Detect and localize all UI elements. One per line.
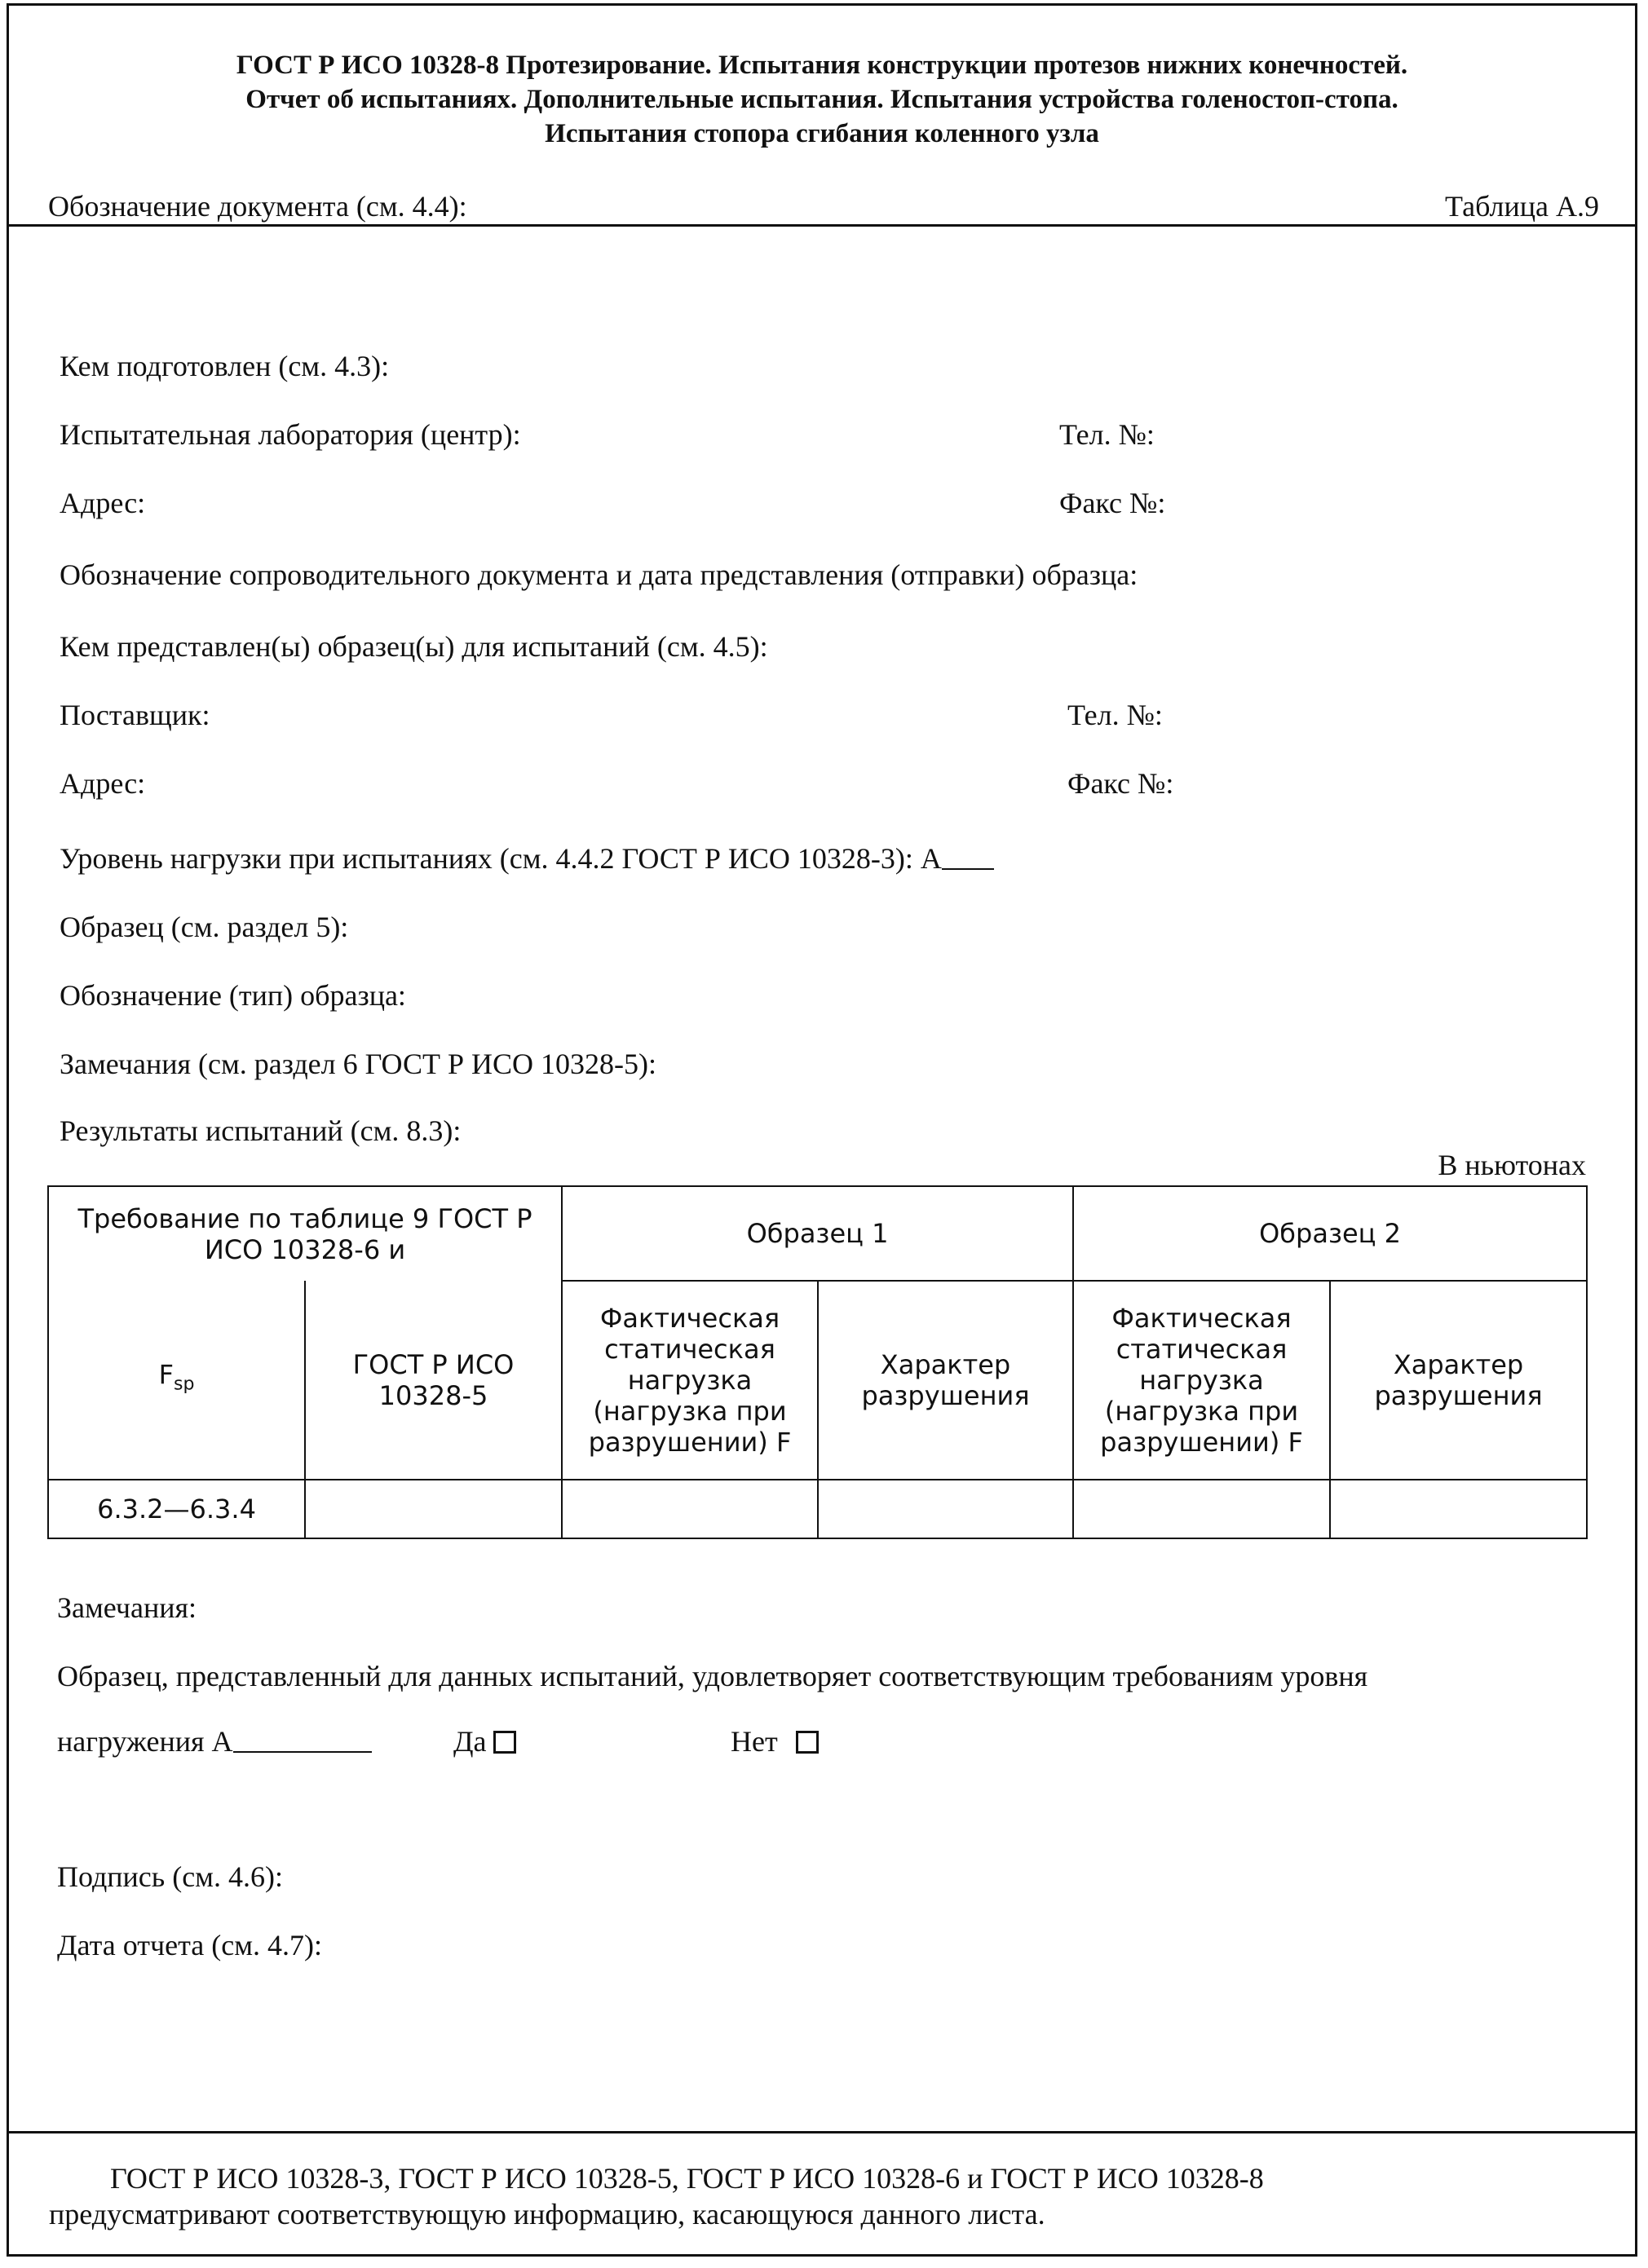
no-option — [731, 1723, 819, 1759]
load-level-line — [60, 841, 994, 876]
loading-level-blank[interactable] — [233, 1723, 372, 1753]
prepared-by-label: Кем подготовлен (см. 4.3): — [60, 350, 390, 382]
lab-fax-label: Факс №: — [1059, 487, 1166, 519]
table-row — [48, 1480, 1587, 1538]
fsp-subscript: sp — [173, 1374, 195, 1395]
footer-line-1: ГОСТ Р ИСО 10328-3, ГОСТ Р ИСО 10328-5, ГОСТ Р ИСО 10328-6 и ГОСТ Р ИСО 10328-8 — [110, 2162, 1264, 2195]
supplier-phone-label: Тел. №: — [1067, 699, 1163, 731]
row-sample-1-load-cell[interactable] — [562, 1480, 818, 1538]
row-sample-2-failure-cell[interactable] — [1330, 1480, 1587, 1538]
report-date-label: Дата отчета (см. 4.7): — [57, 1929, 322, 1961]
footer-note — [49, 2160, 1615, 2232]
lab-label: Испытательная лаборатория (центр): — [60, 418, 521, 451]
units-label: В ньютонах — [1438, 1149, 1586, 1181]
accompanying-doc-label: Обозначение сопроводительного документа и дата представления (отправки) образца: — [60, 558, 1138, 591]
document-title — [9, 48, 1635, 151]
load-level-blank[interactable] — [942, 841, 994, 870]
remarks-ref-label: Замечания (см. раздел 6 ГОСТ Р ИСО 10328-5): — [60, 1048, 656, 1080]
lab-address-label: Адрес: — [60, 487, 146, 519]
row-gost-cell[interactable] — [305, 1480, 562, 1538]
loading-level-label: нагружения А — [57, 1725, 233, 1758]
yes-label: Да — [453, 1725, 487, 1758]
footer-line-2: предусматривают соответствующую информацию, касающуюся данного листа. — [49, 2198, 1045, 2230]
no-checkbox[interactable] — [796, 1731, 819, 1754]
remarks-label: Замечания: — [57, 1591, 197, 1624]
requirement-header: Требование по таблице 9 ГОСТ Р ИСО 10328-6 и — [48, 1186, 562, 1281]
signature-label: Подпись (см. 4.6): — [57, 1860, 283, 1893]
yes-option — [453, 1723, 516, 1759]
sample-type-label: Обозначение (тип) образца: — [60, 979, 406, 1012]
sample-1-header: Образец 1 — [562, 1186, 1073, 1281]
load-level-label: Уровень нагрузки при испытаниях (см. 4.4.2 ГОСТ Р ИСО 10328-3): А — [60, 842, 942, 875]
fsp-header — [48, 1281, 305, 1480]
submitted-by-label: Кем представлен(ы) образец(ы) для испытаний (см. 4.5): — [60, 630, 768, 663]
supplier-address-label: Адрес: — [60, 767, 146, 800]
table-number: Таблица А.9 — [1445, 190, 1599, 223]
table-header-row-2 — [48, 1281, 1587, 1480]
title-line-2: Отчет об испытаниях. Дополнительные испытания. Испытания устройства голеностоп-стопа. — [245, 85, 1398, 114]
results-table — [47, 1185, 1588, 1539]
yes-checkbox[interactable] — [493, 1731, 516, 1754]
fsp-symbol: F — [158, 1359, 174, 1391]
gost-10328-5-header: ГОСТ Р ИСО 10328-5 — [305, 1281, 562, 1480]
row-clause-cell: 6.3.2—6.3.4 — [48, 1480, 305, 1538]
title-line-3: Испытания стопора сгибания коленного узла — [545, 119, 1099, 148]
header-divider — [9, 224, 1635, 227]
supplier-fax-label: Факс №: — [1067, 767, 1174, 800]
table-header-row-1 — [48, 1186, 1587, 1281]
row-sample-2-load-cell[interactable] — [1073, 1480, 1330, 1538]
results-label: Результаты испытаний (см. 8.3): — [60, 1114, 462, 1147]
no-label: Нет — [731, 1725, 778, 1758]
sample-2-failure-mode-header: Характер разрушения — [1330, 1281, 1587, 1480]
sample-label: Образец (см. раздел 5): — [60, 911, 349, 943]
sample-2-actual-load-header: Фактическая статическая нагрузка (нагрузка при разрушении) F — [1073, 1281, 1330, 1480]
lab-phone-label: Тел. №: — [1059, 418, 1155, 451]
sample-2-header: Образец 2 — [1073, 1186, 1587, 1281]
sample-1-failure-mode-header: Характер разрушения — [818, 1281, 1073, 1480]
doc-designation-label: Обозначение документа (см. 4.4): — [48, 190, 467, 223]
row-sample-1-failure-cell[interactable] — [818, 1480, 1073, 1538]
supplier-label: Поставщик: — [60, 699, 210, 731]
sample-1-actual-load-header: Фактическая статическая нагрузка (нагрузка при разрушении) F — [562, 1281, 818, 1480]
title-line-1: ГОСТ Р ИСО 10328-8 Протезирование. Испытания конструкции протезов нижних конечностей. — [236, 51, 1408, 80]
form-frame — [7, 3, 1637, 2257]
footer-divider — [7, 2131, 1637, 2133]
loading-level-line — [57, 1723, 372, 1759]
conformity-statement: Образец, представленный для данных испытаний, удовлетворяет соответствующим требованиям уровня — [57, 1660, 1368, 1692]
